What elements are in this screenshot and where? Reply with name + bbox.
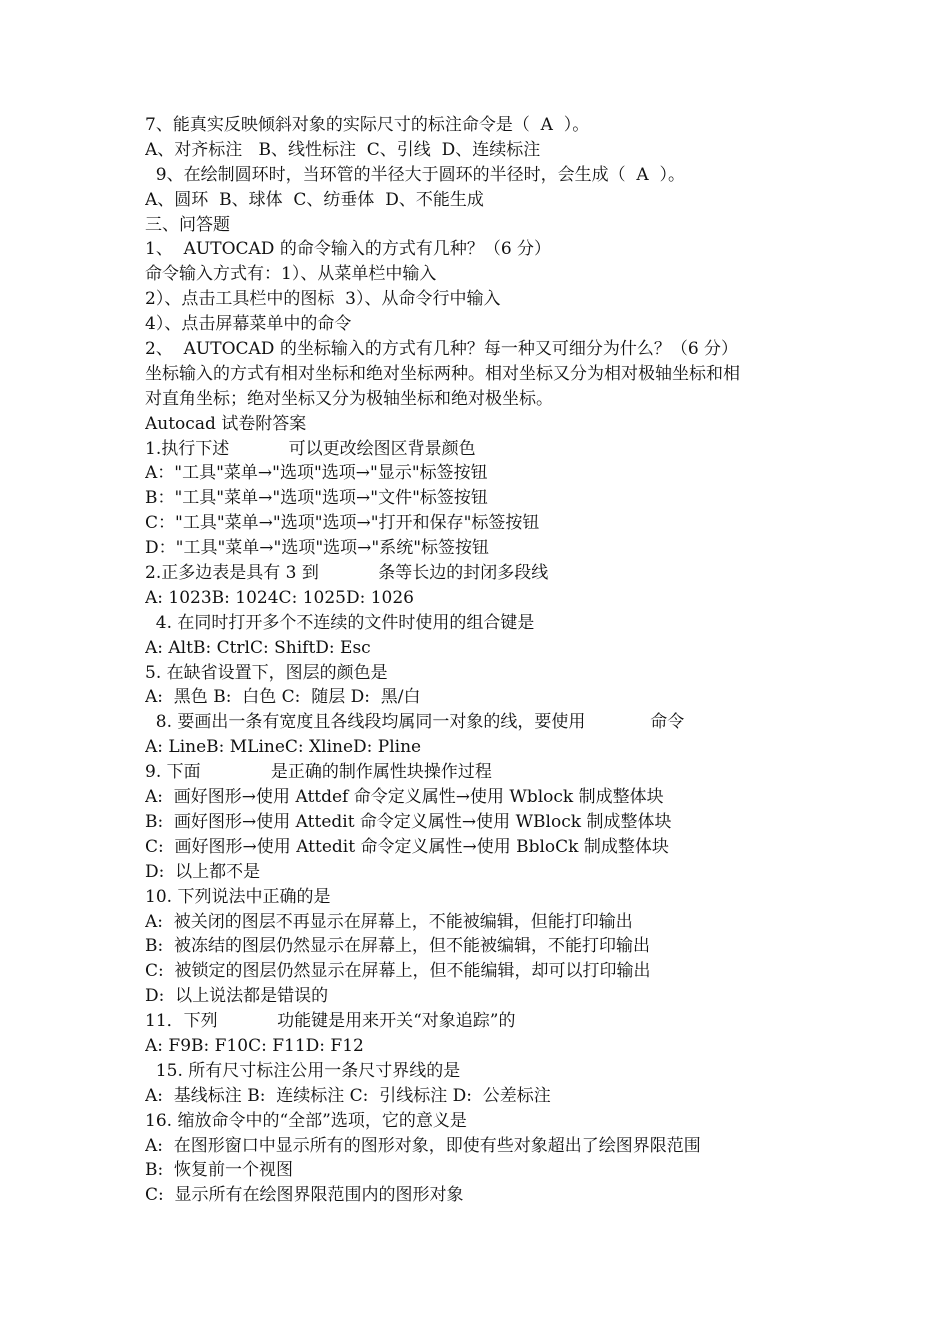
text-line: 2.正多边表是具有 3 到 条等长边的封闭多段线 (145, 563, 549, 584)
text-line: 5. 在缺省设置下，图层的颜色是 (145, 662, 388, 683)
text-line: A: LineB: MLineC: XlineD: Pline (145, 737, 422, 758)
text-line: 4. 在同时打开多个不连续的文件时使用的组合键是 (145, 612, 535, 633)
text-line: 4）、点击屏幕菜单中的命令 (145, 314, 352, 335)
text-line: 1、 AUTOCAD 的命令输入的方式有几种？（6 分） (145, 239, 552, 260)
text-line: D："工具"菜单→"选项"选项→"系统"标签按钮 (145, 538, 490, 559)
text-line: 8. 要画出一条有宽度且各线段均属同一对象的线，要使用 命令 (145, 712, 685, 733)
text-line: C: 被锁定的图层仍然显示在屏幕上，但不能编辑，却可以打印输出 (145, 961, 651, 982)
text-line: A: 1023B: 1024C: 1025D: 1026 (145, 587, 414, 608)
text-line: B："工具"菜单→"选项"选项→"文件"标签按钮 (145, 488, 488, 509)
text-line: A: 画好图形→使用 Attdef 命令定义属性→使用 Wblock 制成整体块 (145, 787, 664, 808)
text-line: A、圆环 B、球体 C、纺垂体 D、不能生成 (145, 189, 484, 210)
text-line: 2）、点击工具栏中的图标 3）、从命令行中输入 (145, 289, 501, 310)
text-line: A、对齐标注 B、线性标注 C、引线 D、连续标注 (145, 139, 541, 160)
text-line: C："工具"菜单→"选项"选项→"打开和保存"标签按钮 (145, 513, 540, 534)
text-line: 11．下列 功能键是用来开关“对象追踪”的 (145, 1011, 516, 1032)
text-line: 1.执行下述 可以更改绘图区背景颜色 (145, 438, 476, 459)
text-line: A: F9B: F10C: F11D: F12 (145, 1035, 364, 1056)
text-line: 三、问答题 (145, 214, 230, 235)
text-line: 15. 所有尺寸标注公用一条尺寸界线的是 (145, 1060, 461, 1081)
text-line: 2、 AUTOCAD 的坐标输入的方式有几种？每一种又可细分为什么？（6 分） (145, 339, 739, 360)
text-line: B: 恢复前一个视图 (145, 1160, 294, 1181)
text-line: 命令输入方式有：1）、从菜单栏中输入 (145, 264, 437, 285)
text-line: 坐标输入的方式有相对坐标和绝对坐标两种。相对坐标又分为相对极轴坐标和相 (145, 363, 740, 384)
text-line: A: 被关闭的图层不再显示在屏幕上，不能被编辑，但能打印输出 (145, 911, 633, 932)
text-line: C: 显示所有在绘图界限范围内的图形对象 (145, 1185, 464, 1206)
text-line: B: 被冻结的图层仍然显示在屏幕上，但不能被编辑，不能打印输出 (145, 936, 651, 957)
text-line: D: 以上都不是 (145, 861, 261, 882)
text-line: Autocad 试卷附答案 (145, 413, 307, 434)
text-line: 16. 缩放命令中的“全部”选项，它的意义是 (145, 1110, 467, 1131)
text-line: 9、在绘制圆环时，当环管的半径大于圆环的半径时，会生成（ A ）。 (145, 164, 686, 185)
text-line: A: 基线标注 B: 连续标注 C: 引线标注 D: 公差标注 (145, 1085, 551, 1106)
text-line: 9. 下面 是正确的制作属性块操作过程 (145, 762, 492, 783)
text-line: A："工具"菜单→"选项"选项→"显示"标签按钮 (145, 463, 488, 484)
text-line: A: 在图形窗口中显示所有的图形对象，即使有些对象超出了绘图界限范围 (145, 1135, 701, 1156)
text-line: 7、能真实反映倾斜对象的实际尺寸的标注命令是（ A ）。 (145, 115, 590, 135)
text-line: 对直角坐标；绝对坐标又分为极轴坐标和绝对极坐标。 (145, 388, 553, 409)
text-line: C: 画好图形→使用 Attedit 命令定义属性→使用 BbloCk 制成整体块 (145, 836, 669, 857)
text-line: A: AltB: CtrlC: ShiftD: Esc (145, 637, 371, 658)
text-line: B: 画好图形→使用 Attedit 命令定义属性→使用 WBlock 制成整体块 (145, 811, 672, 832)
document-body (145, 113, 845, 1208)
text-line: D: 以上说法都是错误的 (145, 986, 329, 1007)
text-line: A: 黑色 B: 白色 C: 随层 D: 黑/白 (145, 687, 421, 708)
text-line: 10. 下列说法中正确的是 (145, 886, 331, 907)
